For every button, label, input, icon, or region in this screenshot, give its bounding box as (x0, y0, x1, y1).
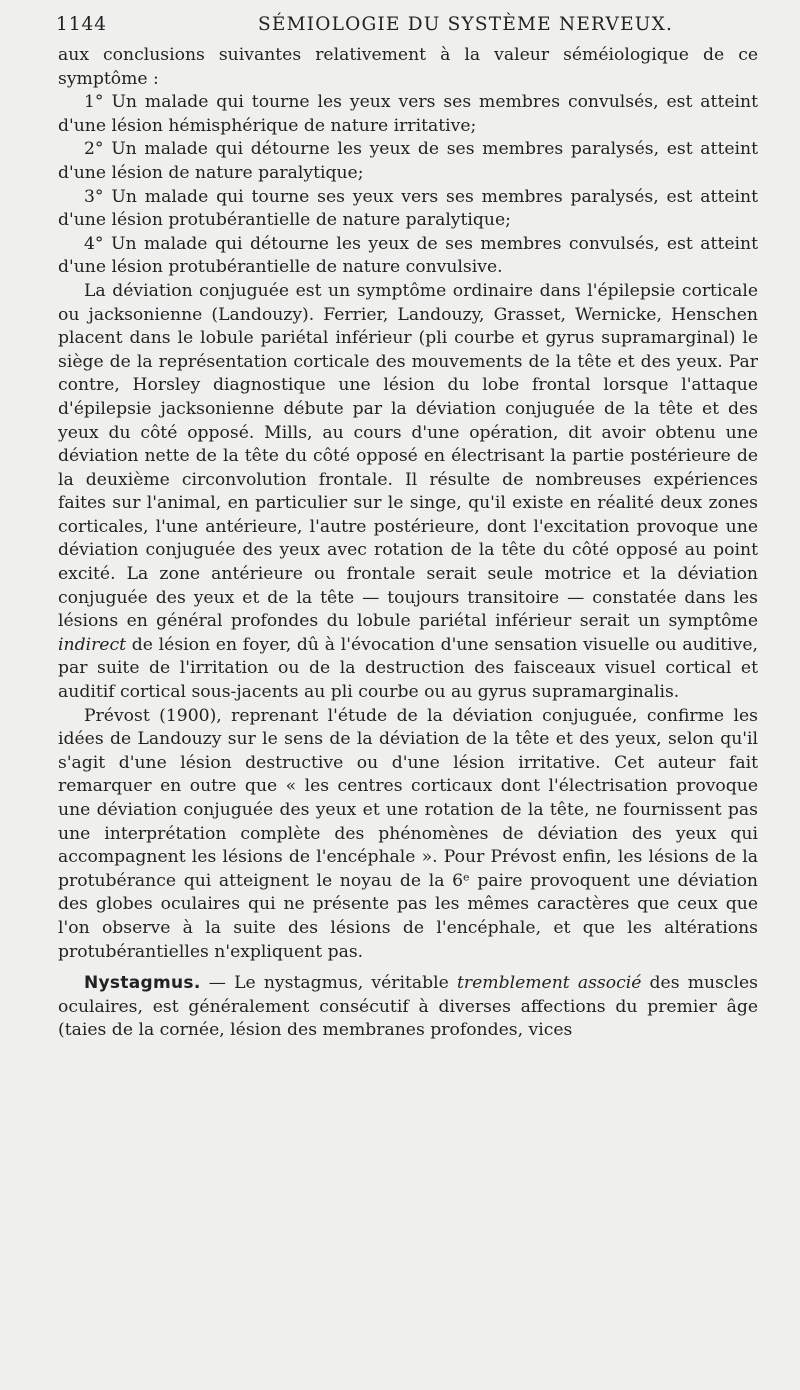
page-number: 1144 (56, 14, 108, 35)
paragraph-deviation-part-1: La déviation conjuguée est un symptôme ordinaire dans l'épilepsie corticale ou jacksonienne (Landouzy). Ferrier, Landouzy, Grasset, Wernicke, Henschen placent dans le lobule pariétal inférieur (pli courbe et gyrus supramarginal) le siège de la représentation corticale des mouvements de la tête et des yeux. Par contre, Horsley diagnostique une lésion du lobe frontal lorsque l'attaque d'épilepsie jacksonienne débute par la déviation conjuguée de la tête et des yeux du côté opposé. Mills, au cours d'une opération, dit avoir obtenu une déviation nette de la tête du côté opposé en électrisant la partie postérieure de la deuxième circonvolution frontale. Il résulte de nombreuses expériences faites sur l'animal, en particulier sur le singe, qu'il existe en réalité deux zones corticales, l'une antérieure, l'autre postérieure, dont l'excitation provoque une déviation conjuguée des yeux avec rotation de la tête du côté opposé au point excité. La zone antérieure ou frontale serait seule motrice et la déviation conjuguée des yeux et de la tête — toujours transitoire — constatée dans les lésions en général profondes du lobule pariétal inférieur serait un symptôme (58, 280, 758, 632)
italic-indirect: indirect (58, 634, 126, 655)
paragraph-item-4: 4° Un malade qui détourne les yeux de ses membres convulsés, est atteint d'une lésion protubérantielle de nature convulsive. (58, 233, 758, 278)
section-heading-nystagmus: Nystagmus. (84, 973, 201, 994)
paragraph-deviation-part-2: de lésion en foyer, dû à l'évocation d'une sensation visuelle ou auditive, par suite de l'irritation ou de la destruction des faisceaux visuel cortical et auditif cortical sous-jacents au pli courbe ou au gyrus supramarginalis. (58, 634, 758, 703)
running-title: SÉMIOLOGIE DU SYSTÈME NERVEUX. (258, 14, 674, 35)
paragraph-prevost: Prévost (1900), reprenant l'étude de la déviation conjuguée, confirme les idées de Landouzy sur le sens de la déviation de la tête et des yeux, selon qu'il s'agit d'une lésion destructive ou d'une lésion irritative. Cet auteur fait remarquer en outre que « les centres corticaux dont l'électrisation provoque une déviation conjuguée des yeux et une rotation de la tête, ne fournissent pas une interprétation complète des phénomènes de déviation des yeux qui accompagnent les lésions de l'encéphale ». Pour Prévost enfin, les lésions de la protubérance qui atteignent le noyau de la 6ᵉ paire provoquent une déviation des globes oculaires qui ne présente pas les mêmes caractères que ceux que l'on observe à la suite des lésions de l'encéphale, et que les altérations protubérantielles n'expliquent pas. (58, 705, 758, 962)
paragraph-nystagmus-part-1: — Le nystagmus, véritable (200, 973, 457, 994)
book-page (58, 10, 758, 1043)
italic-tremblement: tremblement associé (456, 973, 642, 994)
paragraph-item-1: 1° Un malade qui tourne les yeux vers ses membres convulsés, est atteint d'une lésion hémisphérique de nature irritative; (58, 92, 758, 136)
running-head (58, 10, 758, 44)
paragraph-intro: aux conclusions suivantes relativement à la valeur séméiologique de ce symptôme : (58, 45, 758, 89)
paragraph-nystagmus-part-2: des muscles oculaires, est généralement consécutif à diverses affections du premier âge (taies de la cornée, lésion des membranes profondes, vices (58, 973, 759, 1041)
body-text (58, 44, 758, 1043)
paragraph-nystagmus (58, 972, 758, 1043)
paragraph-item-2: 2° Un malade qui détourne les yeux de ses membres paralysés, est atteint d'une lésion de nature paralytique; (58, 139, 758, 183)
paragraph-item-3: 3° Un malade qui tourne ses yeux vers ses membres paralysés, est atteint d'une lésion protubérantielle de nature paralytique; (58, 186, 758, 231)
paragraph-deviation (58, 280, 758, 705)
